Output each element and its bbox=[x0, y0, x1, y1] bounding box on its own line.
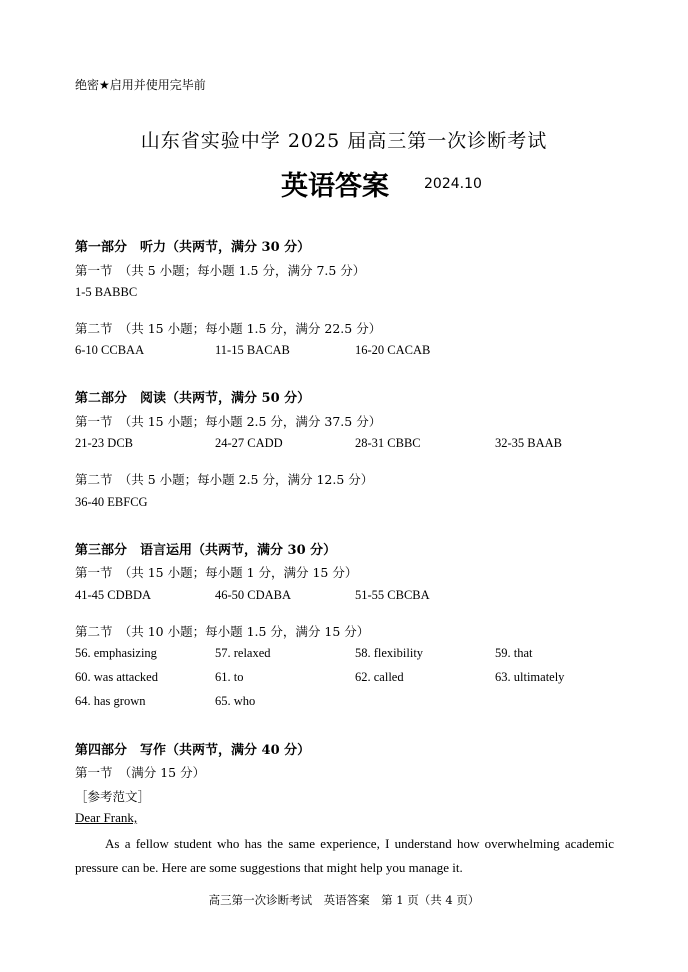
answer-group: 46-50 CDABA bbox=[215, 588, 292, 602]
answer-group: 6-10 CCBAA bbox=[75, 343, 145, 357]
letter-salutation: Dear Frank, bbox=[75, 810, 138, 825]
answer-item: 64. has grown bbox=[75, 694, 146, 708]
answer-group: 51-55 CBCBA bbox=[355, 588, 430, 602]
exam-title: 山东省实验中学 2025 届高三第一次诊断考试 bbox=[140, 130, 548, 152]
answer-item: 65. who bbox=[215, 694, 256, 708]
reference-label: ［参考范文］ bbox=[75, 789, 151, 804]
part2-section2-title: 第二节 （共 5 小题；每小题 2.5 分，满分 12.5 分） bbox=[75, 472, 374, 487]
part4-section1-title: 第一节 （满分 15 分） bbox=[75, 765, 206, 780]
answer-group: 41-45 CDBDA bbox=[75, 588, 152, 602]
part4-heading: 第四部分 写作（共两节，满分 40 分） bbox=[75, 743, 311, 758]
answer-item: 58. flexibility bbox=[355, 646, 424, 660]
exam-date: 2024.10 bbox=[424, 176, 482, 192]
answer-item: 60. was attacked bbox=[75, 670, 158, 684]
part3-heading: 第三部分 语言运用（共两节，满分 30 分） bbox=[75, 543, 337, 558]
answer-item: 63. ultimately bbox=[495, 670, 565, 684]
answer-group: 32-35 BAAB bbox=[495, 436, 563, 450]
answer-item: 61. to bbox=[215, 670, 244, 684]
part3-section2-title: 第二节 （共 10 小题；每小题 1.5 分，满分 15 分） bbox=[75, 624, 370, 639]
letter-paragraph: As a fellow student who has the same experience, I understand how overwhelming academic pressure can be. Here are some suggestions that might help you manage it. bbox=[75, 836, 614, 875]
answer-group: 21-23 DCB bbox=[75, 436, 133, 450]
subject-title: 英语答案 bbox=[281, 171, 389, 202]
answer-group: 28-31 CBBC bbox=[355, 436, 421, 450]
answer-group: 36-40 EBFCG bbox=[75, 495, 148, 509]
page-footer: 高三第一次诊断考试 英语答案 第 1 页（共 4 页） bbox=[208, 893, 480, 907]
answer-item: 59. that bbox=[495, 646, 533, 660]
part1-section2-title: 第二节 （共 15 小题；每小题 1.5 分，满分 22.5 分） bbox=[75, 321, 382, 336]
part1-heading: 第一部分 听力（共两节，满分 30 分） bbox=[75, 240, 311, 255]
answer-group: 1-5 BABBC bbox=[75, 285, 138, 299]
answer-group: 24-27 CADD bbox=[215, 436, 283, 450]
answer-group: 11-15 BACAB bbox=[215, 343, 290, 357]
answer-item: 56. emphasizing bbox=[75, 646, 157, 660]
part1-section1-title: 第一节 （共 5 小题；每小题 1.5 分，满分 7.5 分） bbox=[75, 263, 366, 278]
part2-section1-title: 第一节 （共 15 小题；每小题 2.5 分，满分 37.5 分） bbox=[75, 414, 382, 429]
confidential-notice: 绝密★启用并使用完毕前 bbox=[75, 78, 206, 92]
answer-item: 62. called bbox=[355, 670, 404, 684]
answer-item: 57. relaxed bbox=[215, 646, 271, 660]
answer-group: 16-20 CACAB bbox=[355, 343, 431, 357]
part2-heading: 第二部分 阅读（共两节，满分 50 分） bbox=[75, 391, 311, 406]
part3-section1-title: 第一节 （共 15 小题；每小题 1 分，满分 15 分） bbox=[75, 565, 358, 580]
